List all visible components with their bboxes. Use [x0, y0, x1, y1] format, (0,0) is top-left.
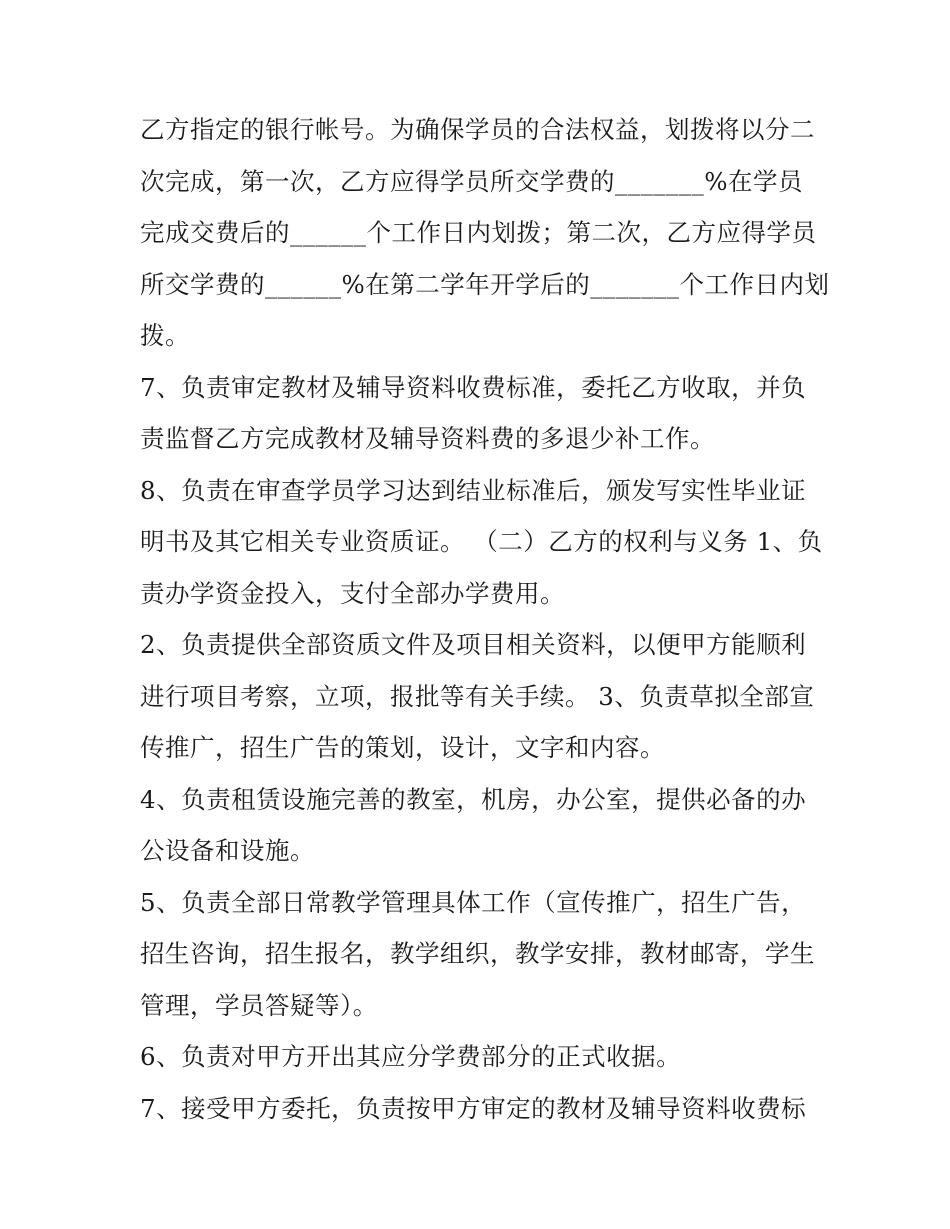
text-line: 5、负责全部日常教学管理具体工作（宣传推广，招生广告，: [140, 887, 807, 917]
text-line: 6、负责对甲方开出其应分学费部分的正式收据。: [140, 1042, 682, 1071]
text-line: 8、负责在审查学员学习达到结业标准后，颁发写实性毕业证: [140, 475, 807, 505]
text-line: 传推广，招生广告的策划，设计，文字和内容。: [140, 733, 665, 762]
text-line: 公设备和设施。: [140, 836, 315, 865]
text-line: 所交学费的______%在第二学年开学后的_______个工作日内划: [140, 269, 830, 299]
text-line: 责监督乙方完成教材及辅导资料费的多退少补工作。: [140, 424, 715, 453]
text-line: 次完成，第一次，乙方应得学员所交学费的_______%在学员: [140, 166, 804, 196]
text-line: 7、负责审定教材及辅导资料收费标准，委托乙方收取，并负: [140, 372, 807, 402]
text-line: 完成交费后的______个工作日内划拨；第二次，乙方应得学员: [140, 218, 817, 247]
text-line: 4、负责租赁设施完善的教室，机房，办公室，提供必备的办: [140, 784, 807, 814]
document-body: [140, 104, 830, 1134]
text-line: 招生咨询，招生报名，教学组织，教学安排，教材邮寄，学生: [140, 939, 815, 968]
text-line: 2、负责提供全部资质文件及项目相关资料，以便甲方能顺利: [140, 630, 807, 659]
text-line: 责办学资金投入，支付全部办学费用。: [140, 578, 565, 608]
text-line: 拨。: [140, 321, 190, 350]
text-line: 进行项目考察，立项，报批等有关手续。 3、负责草拟全部宣: [140, 681, 815, 711]
text-line: 管理，学员答疑等）。: [140, 990, 378, 1020]
text-line: 乙方指定的银行帐号。为确保学员的合法权益，划拨将以分二: [140, 115, 815, 144]
text-line: 明书及其它相关专业资质证。 （二）乙方的权利与义务 1、负: [140, 527, 823, 556]
text-line: 7、接受甲方委托，负责按甲方审定的教材及辅导资料收费标: [140, 1093, 807, 1123]
